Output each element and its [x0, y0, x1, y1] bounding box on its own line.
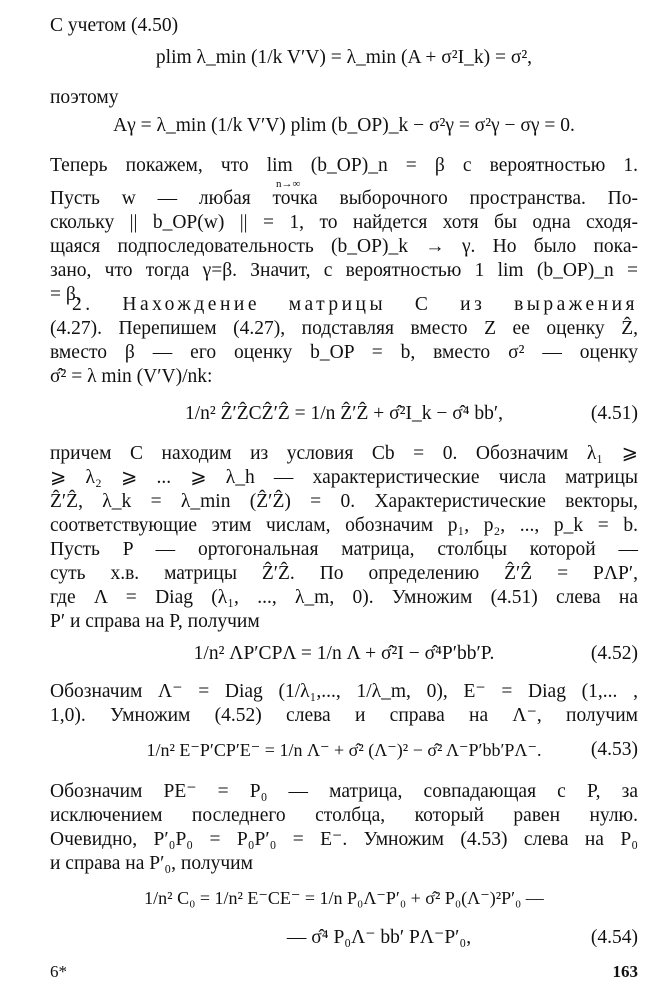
formula-4-54-part1: [50, 886, 638, 911]
formula-4-54-part2: [50, 926, 638, 950]
formula-4-52: [50, 642, 638, 666]
text-line: Обозначим Λ⁻ = Diag (1/λ₁,..., 1/λ_m, 0), E⁻ = Diag (1,... ,: [50, 681, 638, 702]
text-line: Пусть w — любая точка выборочного пространства. По-: [50, 188, 638, 209]
text-line: 1,0). Умножим (4.52) слева и справа на Λ⁻, получим: [50, 705, 638, 726]
page-number: 163: [612, 962, 638, 981]
text-line: Пусть P — ортогональная матрица, столбцы которой —: [50, 539, 638, 560]
formula-4-53: [50, 738, 638, 763]
formula-text: 1/n² ΛP′CPΛ = 1/n Λ + σ̂²I − σ̂⁴P′bb′P.: [193, 643, 495, 664]
text-line: σ̂² = λ min (V′V)/nk:: [50, 366, 213, 387]
text-line: Очевидно, P′₀P₀ = P₀P′₀ = E⁻. Умножим (4.53) слева на P₀: [50, 829, 638, 850]
text-line: щаяся подпоследовательность (b_OP)_k → γ. Но было пока-: [50, 236, 638, 257]
formula-text: 1/n² C₀ = 1/n² E⁻CE⁻ = 1/n P₀Λ⁻P′₀ + σ̂² P₀(Λ⁻)²P′₀ —: [144, 888, 544, 908]
text-line: скольку || b_OP(w) || = 1, то найдется хотя бы одна сходя-: [50, 212, 638, 233]
equation-number: (4.52): [590, 643, 638, 664]
text-line: где Λ = Diag (λ₁, ..., λ_m, 0). Умножим (4.51) слева на: [50, 587, 638, 608]
text-line: суть х.в. матрицы Ẑ′Ẑ. По определению Ẑ′Ẑ = PΛP′,: [50, 563, 638, 584]
equation-number: (4.51): [590, 403, 638, 424]
equation-number: (4.54): [590, 927, 638, 948]
section-heading: 2. Нахождение матрицы C из выражения: [72, 294, 638, 315]
text-line: исключением последнего столбца, который равен нулю.: [50, 805, 638, 826]
text-line: (4.27). Перепишем (4.27), подставляя вместо Z ее оценку Ẑ,: [50, 318, 638, 339]
text-line: соответствующие этим числам, обозначим p₁, p₂, ..., p_k = b.: [50, 515, 638, 536]
text-line: P′ и справа на P, получим: [50, 611, 260, 632]
formula-text: Aγ = λ_min (1/k V′V) plim (b_OP)_k − σ²γ = σ²γ − σγ = 0.: [113, 115, 575, 136]
text-line: и справа на P′₀, получим: [50, 853, 253, 874]
formula-4-51: [50, 402, 638, 426]
formula-text: plim λ_min (1/k V′V) = λ_min (A + σ²I_k) = σ²,: [155, 47, 533, 68]
formula-text: 1/n² E⁻P′CP′E⁻ = 1/n Λ⁻ + σ̂² (Λ⁻)² − σ̂² Λ⁻P′bb′PΛ⁻.: [146, 740, 542, 760]
signature-mark: 6*: [50, 962, 67, 981]
text-line: причем C находим из условия Cb = 0. Обозначим λ₁ ⩾: [50, 443, 638, 464]
lim-subscript: n→∞: [276, 178, 301, 190]
text-line: Обозначим PE⁻ = P₀ — матрица, совпадающая с P, за: [50, 781, 638, 802]
formula-text: 1/n² Ẑ′ẐCẐ′Ẑ = 1/n Ẑ′Ẑ + σ̂²I_k − σ̂⁴ bb′,: [184, 403, 504, 424]
text-line: ⩾ λ₂ ⩾ ... ⩾ λ_h — характеристические числа матрицы: [50, 467, 638, 488]
text-line: = β.: [50, 284, 81, 305]
text-line: С учетом (4.50): [50, 15, 179, 36]
formula-plim: [50, 46, 638, 70]
text-line: Теперь покажем, что lim (b_OP)_n = β с вероятностью 1.: [50, 155, 638, 176]
formula-text: — σ̂⁴ P₀Λ⁻ bb′ PΛ⁻P′₀,: [286, 927, 472, 948]
text-line: поэтому: [50, 87, 119, 108]
text-line: зано, что тогда γ=β. Значит, с вероятностью 1 lim (b_OP)_n =: [50, 260, 638, 281]
text-line: Ẑ′Ẑ, λ_k = λ_min (Ẑ′Ẑ) = 0. Характеристические векторы,: [50, 491, 638, 512]
text-line: вместо β — его оценку b_OP = b, вместо σ² — оценку: [50, 342, 638, 363]
equation-number: (4.53): [590, 739, 638, 760]
formula-agamma: [50, 114, 638, 138]
